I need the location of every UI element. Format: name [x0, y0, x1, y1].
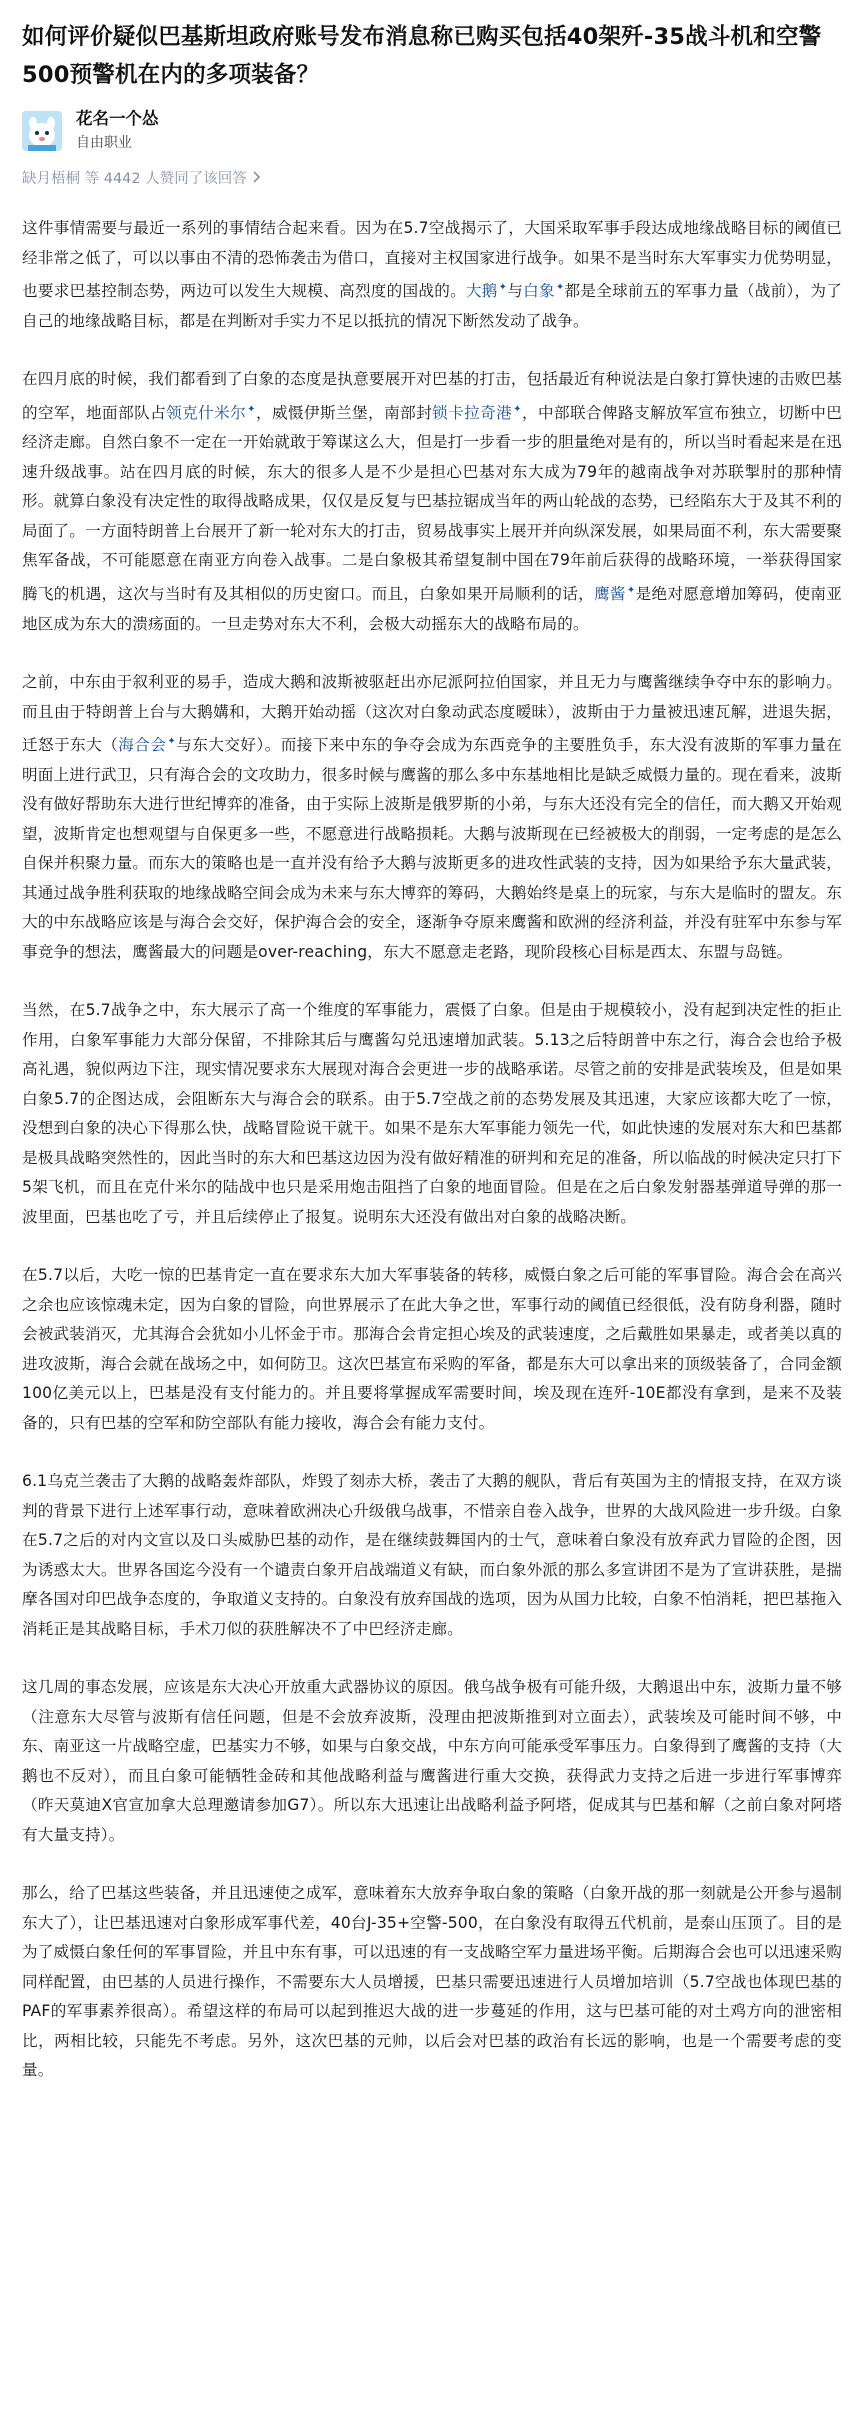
paragraph-text: 6.1乌克兰袭击了大鹅的战略轰炸部队，炸毁了刻赤大桥，袭击了大鹅的舰队，背后有英国为主的情报支持，在双方谈判的背景下进行上述军事行动，意味着欧洲决心升级俄乌战事，不惜亲自卷入战争，世界的大战风险进一步升级。白象在5.7之后的对内文宣以及口头威胁巴基的动作，是在继续鼓舞国内的士气，意味着白象没有放弃武力冒险的企图，因为诱惑太大。世界各国迄今没有一个谴责白象开启战端道义有缺，而白象外派的那么多宣讲团不是为了宣讲获胜，是揣摩各国对印巴战争态度的，争取道义支持的。白象没有放弃国战的选项，因为从国力比较，白象不怕消耗，把巴基拖入消耗正是其战略目标，手术刀似的获胜解决不了中巴经济走廊。: [22, 1472, 842, 1638]
answer-paragraph: [22, 996, 842, 1232]
upvote-summary[interactable]: [22, 168, 842, 190]
answer-paragraph: [22, 1261, 842, 1438]
keyword-link[interactable]: 领克什米尔: [166, 403, 247, 422]
sparkle-icon: ✦: [555, 282, 565, 293]
paragraph-text: 这件事情需要与最近一系列的事情结合起来看。因为在5.7空战揭示了，大国采取军事手段达成地缘战略目标的阈值已经非常之低了，可以以事由不清的恐怖袭击为借口，直接对主权国家进行战争。如果不是当时东大军事实力优势明显，也要求巴基控制态势，两边可以发生大规模、高烈度的国战的。: [22, 219, 842, 301]
author-info: [76, 108, 159, 154]
upvote-text[interactable]: 缺月梧桐 等 4442 人赞同了该回答: [22, 171, 247, 187]
paragraph-text: 这几周的事态发展，应该是东大决心开放重大武器协议的原因。俄乌战争极有可能升级，大鹅退出中东，波斯力量不够（注意东大尽管与波斯有信任问题，但是不会放弃波斯，没理由把波斯推到对立面去），武装埃及可能时间不够，中东、南亚这一片战略空虚，巴基实力不够，如果与白象交战，中东方向可能承受军事压力。白象得到了鹰酱的支持（大鹅也不反对），而且白象可能牺牲金砖和其他战略利益与鹰酱进行重大交换，获得武力支持之后进一步进行军事博弈（昨天莫迪X官宣加拿大总理邀请参加G7）。所以东大迅速让出战略利益予阿塔，促成其与巴基和解（之前白象对阿塔有大量支持）。: [22, 1678, 842, 1844]
paragraph-text: 之前，中东由于叙利亚的易手，造成大鹅和波斯被驱赶出亦尼派阿拉伯国家，并且无力与鹰酱继续争夺中东的影响力。而且由于特朗普上台与大鹅媾和，大鹅开始动摇（这次对白象动武态度暧昧），波斯由于力量被迅速瓦解，进退失据，迁怒于东大（: [22, 673, 842, 755]
paragraph-text: ，威慑伊斯兰堡，南部封: [255, 403, 433, 422]
paragraph-text: 在5.7以后，大吃一惊的巴基肯定一直在要求东大加大军事装备的转移，威慑白象之后可能的军事冒险。海合会在高兴之余也应该惊魂未定，因为白象的冒险，向世界展示了在此大争之世，军事行动的阈值已经很低，没有防身利器，随时会被武装消灭，尤其海合会犹如小儿怀金于市。那海合会肯定担心埃及的武装速度，之后戴胜如果暴走，或者美以真的进攻波斯，海合会就在战场之中，如何防卫。这次巴基宣布采购的军备，都是东大可以拿出来的顶级装备了，合同金额100亿美元以上，巴基是没有支付能力的。并且要将掌握成军需要时间，埃及现在连歼-10E都没有拿到，是来不及装备的，只有巴基的空军和防空部队有能力接收，海合会有能力支付。: [22, 1266, 842, 1432]
sparkle-icon: ✦: [626, 584, 636, 596]
cartoon-avatar-icon: [22, 111, 62, 151]
sparkle-icon: ✦: [167, 736, 176, 748]
author-bio: 自由职业: [76, 135, 132, 151]
answer-paragraph: [22, 1673, 842, 1850]
author-card: [22, 108, 842, 154]
answer-paragraph: [22, 1467, 842, 1644]
paragraph-text: 当然，在5.7战争之中，东大展示了高一个维度的军事能力，震慑了白象。但是由于规模较小，没有起到决定性的拒止作用，白象军事能力大部分保留，不排除其后与鹰酱勾兑迅速增加武装。5.13之后特朗普中东之行，海合会也给予极高礼遇，貌似两边下注，现实情况要求东大展现对海合会更进一步的战略承诺。尽管之前的安排是武装埃及，但是如果白象5.7的企图达成，会阻断东大与海合会的联系。由于5.7空战之前的态势发展及其迅速，大家应该都大吃了一惊，没想到白象的决心下得那么快，战略冒险说干就干。如果不是东大军事能力领先一代，如此快速的发展对东大和巴基都是极具战略突然性的，因此当时的东大和巴基这边因为没有做好精准的研判和充足的准备，所以临战的时候决定只打下5架飞机，而且在克什米尔的陆战中也只是采用炮击阻挡了白象的地面冒险。但是在之后白象发射器基弹道导弹的那一波里面，巴基也吃了亏，并且后续停止了报复。说明东大还没有做出对白象的战略决断。: [22, 1001, 842, 1226]
sparkle-icon: ✦: [498, 282, 508, 293]
answer-content: [22, 214, 842, 2086]
paragraph-text: 与东大交好）。而接下来中东的争夺会成为东西竞争的主要胜负手，东大没有波斯的军事力量在明面上进行武卫，只有海合会的文攻助力，很多时候与鹰酱的那么多中东基地相比是缺乏威慑力量的。现在看来，波斯没有做好帮助东大进行世纪博弈的准备，由于实际上波斯是俄罗斯的小弟，与东大还没有完全的信任，而大鹅又开始观望，波斯肯定也想观望与自保更多一些，不愿意进行战略损耗。大鹅与波斯现在已经被极大的削弱，一定考虑的是怎么自保并积聚力量。而东大的策略也是一直并没有给予大鹅与波斯更多的进攻性武装的支持，因为如果给予东大量武装，其通过战争胜利获取的地缘战略空间会成为未来与东大博弈的筹码，大鹅始终是桌上的玩家，与东大是临时的盟友。东大的中东战略应该是与海合会交好，保护海合会的安全，逐渐争夺原来鹰酱和欧洲的经济利益，并没有驻军中东参与军事竞争的想法，鹰酱最大的问题是over-reaching，东大不愿意走老路，现阶段核心目标是西太、东盟与岛链。: [22, 736, 842, 961]
keyword-link[interactable]: 鹰酱: [594, 585, 626, 604]
author-avatar[interactable]: [22, 111, 62, 151]
paragraph-text: 是绝对愿意增加筹码，使南亚地区成为东大的溃疡面的。一旦走势对东大不利，会极大动摇东大的战略布局的。: [22, 585, 843, 633]
paragraph-text: ，中部联合俾路支解放军宣布独立，切断中巴经济走廊。自然白象不一定在一开始就敢于筹谋这么大，但是打一步看一步的胆量绝对是有的，所以当时看起来是在迅速升级战事。站在四月底的时候，东大的很多人是不少是担心巴基对东大成为79年的越南战争对苏联掣肘的那种情形。就算白象没有决定性的取得战略成果，仅仅是反复与巴基拉锯成当年的两山轮战的态势，已经陷东大于及其不利的局面了。一方面特朗普上台展开了新一轮对东大的打击，贸易战事实上展开并向纵深发展，如果局面不利，东大需要聚焦军备战，不可能愿意在南亚方向卷入战事。二是白象极其希望复制中国在79年前后获得的战略环境，一举获得国家腾飞的机遇，这次与当时有及其相似的历史窗口。而且，白象如果开局顺利的话，: [22, 403, 842, 604]
question-title[interactable]: 如何评价疑似巴基斯坦政府账号发布消息称已购买包括40架歼-35战斗机和空警500预警机在内的多项装备？: [22, 24, 822, 88]
sparkle-icon: ✦: [513, 403, 522, 415]
answer-paragraph: [22, 1879, 842, 2086]
author-name[interactable]: 花名一个怂: [76, 109, 159, 128]
answer-paragraph: [22, 668, 842, 967]
paragraph-text: 与: [507, 282, 524, 301]
chevron-right-icon: [251, 168, 261, 190]
keyword-link[interactable]: 白象: [523, 282, 555, 301]
paragraph-text: 那么，给了巴基这些装备，并且迅速使之成军，意味着东大放弃争取白象的策略（白象开战的那一刻就是公开参与遏制东大了），让巴基迅速对白象形成军事代差，40台J-35+空警-500，在白象没有取得五代机前，是泰山压顶了。目的是为了威慑白象任何的军事冒险，并且中东有事，可以迅速的有一支战略空军力量进场平衡。后期海合会也可以迅速采购同样配置，由巴基的人员进行操作，不需要东大人员增援，巴基只需要迅速进行人员增加培训（5.7空战也体现巴基的PAF的军事素养很高）。希望这样的布局可以起到推迟大战的进一步蔓延的作用，这与巴基可能的对土鸡方向的泄密相比，两相比较，只能先不考虑。另外，这次巴基的元帅，以后会对巴基的政治有长远的影响，也是一个需要考虑的变量。: [22, 1884, 842, 2080]
answer-paragraph: [22, 365, 842, 639]
paragraph-text: 在四月底的时候，我们都看到了白象的态度是执意要展开对巴基的打击，包括最近有种说法是白象打算快速的击败巴基的空军，地面部队占: [22, 370, 842, 422]
keyword-link[interactable]: 锁卡拉奇港: [432, 403, 513, 422]
answer-paragraph: [22, 214, 842, 336]
sparkle-icon: ✦: [247, 403, 256, 415]
keyword-link[interactable]: 海合会: [118, 736, 167, 755]
paragraph-text: 都是全球前五的军事力量（战前），为了自己的地缘战略目标，都是在判断对手实力不足以抵抗的情况下断然发动了战争。: [22, 282, 842, 330]
keyword-link[interactable]: 大鹅: [465, 282, 498, 301]
